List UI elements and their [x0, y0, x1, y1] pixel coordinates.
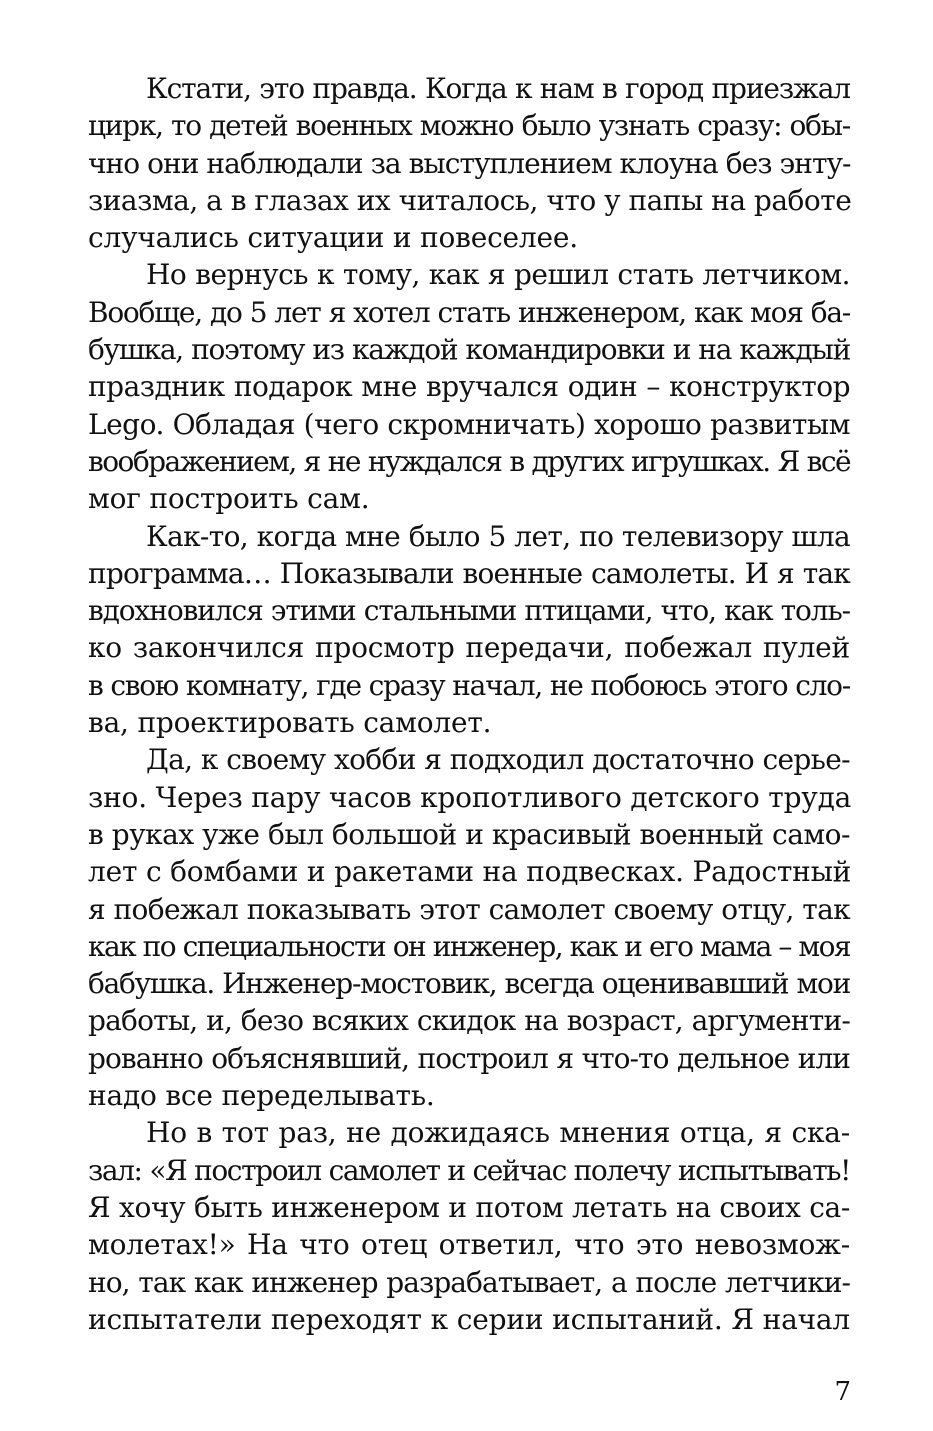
- text-line: Я хочу быть инженером и потом летать на своих са-: [88, 1190, 850, 1224]
- text-line: бушка, поэтому из каждой командировки и на каждый: [88, 333, 850, 367]
- paragraph-1: [88, 70, 850, 256]
- text-line: как по специальности он инженер, как и его мама – моя: [88, 929, 850, 963]
- text-line: Как-то, когда мне было 5 лет, по телевизору шла: [146, 519, 850, 553]
- text-line: Да, к своему хобби я подходил достаточно серье-: [146, 743, 850, 777]
- text-line: программа… Показывали военные самолеты. И я так: [88, 556, 850, 590]
- text-line: Но в тот раз, не дожидаясь мнения отца, я ска-: [146, 1116, 850, 1150]
- page-number: 7: [834, 1377, 851, 1407]
- text-line: зиазма, а в глазах их читалось, что у папы на работе: [88, 183, 852, 217]
- text-line: но, так как инженер разрабатывает, а после летчики-: [88, 1265, 850, 1299]
- text-line: молетах!» На что отец ответил, что это невозмож-: [88, 1228, 850, 1262]
- text-line: в руках уже был большой и красивый военный само-: [88, 817, 850, 851]
- text-line: испытатели переходят к серии испытаний. Я начал: [88, 1302, 850, 1336]
- text-line: воображением, я не нуждался в других игрушках. Я всё: [88, 444, 850, 478]
- paragraph-5: [88, 1114, 850, 1338]
- text-line: ва, проектировать самолет.: [88, 706, 492, 740]
- text-line: рованно объяснявший, построил я что-то дельное или: [88, 1041, 850, 1075]
- text-line: мог построить сам.: [88, 482, 370, 516]
- paragraph-3: [88, 518, 850, 742]
- text-line: Но вернусь к тому, как я решил стать летчиком.: [146, 258, 850, 292]
- text-line: я побежал показывать этот самолет своему отцу, так: [88, 892, 850, 926]
- text-line: зал: «Я построил самолет и сейчас полечу испытывать!: [88, 1153, 850, 1187]
- text-line: праздник подарок мне вручался один – конструктор: [88, 370, 850, 404]
- text-line: в свою комнату, где сразу начал, не побоюсь этого сло-: [88, 668, 850, 702]
- page-body: [88, 70, 850, 1338]
- text-line: лет с бомбами и ракетами на подвесках. Радостный: [88, 855, 852, 889]
- text-line: вдохновился этими стальными птицами, что, как толь-: [88, 594, 850, 628]
- text-line: чно они наблюдали за выступлением клоуна без энту-: [88, 146, 851, 180]
- text-line: Вообще, до 5 лет я хотел стать инженером, как моя ба-: [88, 295, 850, 329]
- text-line: бабушка. Инженер-мостовик, всегда оценивавший мои: [88, 967, 850, 1001]
- text-line: Кстати, это правда. Когда к нам в город приезжал: [146, 72, 850, 105]
- text-line: зно. Через пару часов кропотливого детского труда: [88, 780, 852, 814]
- paragraph-4: [88, 741, 850, 1114]
- text-line: цирк, то детей военных можно было узнать сразу: обы-: [88, 109, 850, 143]
- paragraph-2: [88, 256, 850, 517]
- text-line: ко закончился просмотр передачи, побежал пулей: [88, 631, 850, 665]
- text-line: надо все переделывать.: [88, 1079, 435, 1113]
- text-line: Lego. Обладая (чего скромничать) хорошо развитым: [88, 407, 850, 441]
- text-line: случались ситуации и повеселее.: [88, 221, 578, 255]
- text-line: работы, и, безо всяких скидок на возраст, аргументи-: [88, 1004, 850, 1038]
